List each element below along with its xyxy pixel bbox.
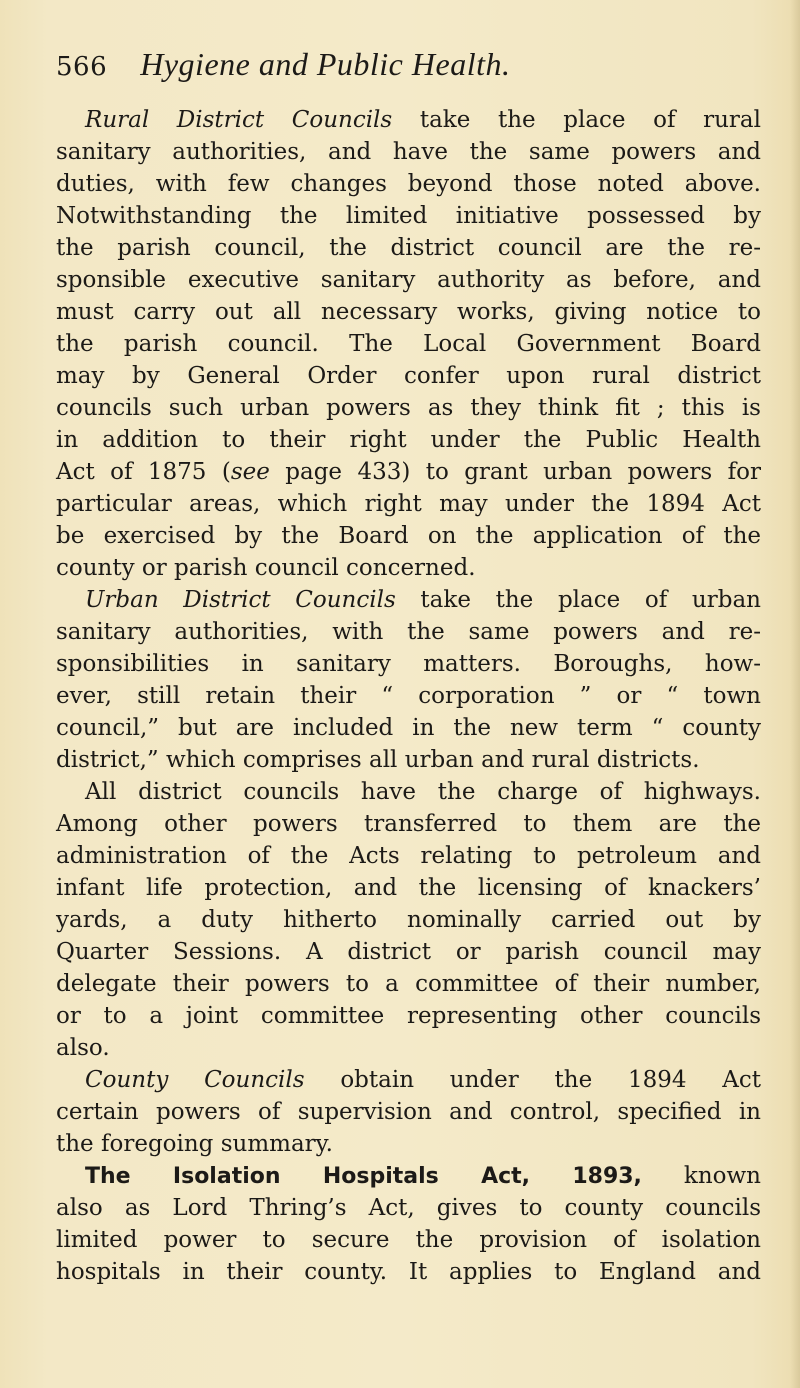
text-line bbox=[56, 1256, 761, 1288]
text-line bbox=[56, 1224, 761, 1256]
text-run: hospitals in their county. It applies to England and bbox=[56, 1259, 761, 1285]
text-run: sponsible executive sanitary authority as before, and bbox=[56, 267, 761, 293]
text-run: county or parish council concerned. bbox=[56, 555, 476, 581]
italic-run: see bbox=[230, 459, 270, 485]
text-line bbox=[56, 360, 761, 392]
text-run: in addition to their right under the Public Health bbox=[56, 427, 761, 453]
text-run: take the place of rural bbox=[392, 107, 761, 133]
running-title: Hygiene and Public Health. bbox=[140, 46, 511, 82]
text-run: delegate their powers to a committee of their number, bbox=[56, 971, 761, 997]
text-run: Among other powers transferred to them are the bbox=[56, 811, 761, 837]
text-line bbox=[56, 968, 761, 1000]
text-line bbox=[56, 1032, 761, 1064]
text-run: duties, with few changes beyond those noted above. bbox=[56, 171, 761, 197]
text-run: or to a joint committee representing other councils bbox=[56, 1003, 761, 1029]
text-line bbox=[56, 552, 761, 584]
text-line bbox=[56, 424, 761, 456]
text-line bbox=[56, 488, 761, 520]
text-run: Notwithstanding the limited initiative possessed by bbox=[56, 203, 761, 229]
text-run: the parish council, the district council are the re- bbox=[56, 235, 761, 261]
text-run: All district councils have the charge of highways. bbox=[85, 779, 761, 805]
text-run: Quarter Sessions. A district or parish council may bbox=[56, 939, 761, 965]
text-line bbox=[56, 200, 761, 232]
text-run: the parish council. The Local Government Board bbox=[56, 331, 761, 357]
text-line bbox=[56, 904, 761, 936]
text-line bbox=[56, 520, 761, 552]
page-edge-shadow bbox=[790, 0, 800, 1388]
text-run: known bbox=[641, 1163, 761, 1189]
text-run: councils such urban powers as they think fit ; this is bbox=[56, 395, 761, 421]
text-run: administration of the Acts relating to petroleum and bbox=[56, 843, 761, 869]
text-run: the foregoing summary. bbox=[56, 1131, 333, 1157]
text-run: must carry out all necessary works, giving notice to bbox=[56, 299, 761, 325]
text-run: certain powers of supervision and control, specified in bbox=[56, 1099, 761, 1125]
text-run: page 433) to grant urban powers for bbox=[269, 459, 761, 485]
text-run: sponsibilities in sanitary matters. Boroughs, how- bbox=[56, 651, 761, 677]
text-line bbox=[56, 584, 761, 616]
text-line bbox=[56, 264, 761, 296]
text-run: sanitary authorities, and have the same powers and bbox=[56, 139, 761, 165]
text-run: also. bbox=[56, 1035, 110, 1061]
italic-run: County Councils bbox=[85, 1067, 305, 1093]
text-line bbox=[56, 1160, 761, 1192]
text-run: yards, a duty hitherto nominally carried out by bbox=[56, 907, 761, 933]
running-head bbox=[56, 46, 756, 96]
text-line bbox=[56, 872, 761, 904]
body-text bbox=[56, 104, 761, 1288]
text-line bbox=[56, 136, 761, 168]
text-line bbox=[56, 776, 761, 808]
italic-run: Urban District Councils bbox=[85, 587, 396, 613]
page-number: 566 bbox=[56, 52, 108, 82]
text-line bbox=[56, 232, 761, 264]
text-line bbox=[56, 936, 761, 968]
text-line bbox=[56, 168, 761, 200]
text-run: limited power to secure the provision of isolation bbox=[56, 1227, 761, 1253]
text-line bbox=[56, 1096, 761, 1128]
text-run: council,” but are included in the new term “ county bbox=[56, 715, 761, 741]
text-line bbox=[56, 456, 761, 488]
text-run: particular areas, which right may under the 1894 Act bbox=[56, 491, 761, 517]
text-run: district,” which comprises all urban and rural districts. bbox=[56, 747, 700, 773]
text-line bbox=[56, 840, 761, 872]
italic-run: Rural District Councils bbox=[85, 107, 393, 133]
text-run: take the place of urban bbox=[395, 587, 761, 613]
text-run: obtain under the 1894 Act bbox=[304, 1067, 762, 1093]
text-line bbox=[56, 616, 761, 648]
text-run: sanitary authorities, with the same powers and re- bbox=[56, 619, 761, 645]
text-run: Act of 1875 ( bbox=[56, 459, 231, 485]
text-line bbox=[56, 648, 761, 680]
text-line bbox=[56, 104, 761, 136]
text-line bbox=[56, 1128, 761, 1160]
text-line bbox=[56, 1064, 761, 1096]
bold-run: The Isolation Hospitals Act, 1893, bbox=[85, 1164, 642, 1189]
text-run: may by General Order confer upon rural district bbox=[56, 363, 761, 389]
text-run: be exercised by the Board on the application of the bbox=[56, 523, 761, 549]
text-run: ever, still retain their “ corporation ” or “ town bbox=[56, 683, 761, 709]
text-line bbox=[56, 296, 761, 328]
text-line bbox=[56, 808, 761, 840]
text-line bbox=[56, 328, 761, 360]
text-line bbox=[56, 1000, 761, 1032]
text-line bbox=[56, 1192, 761, 1224]
text-line bbox=[56, 712, 761, 744]
text-line bbox=[56, 680, 761, 712]
text-run: infant life protection, and the licensing of knackers’ bbox=[56, 875, 761, 901]
text-line bbox=[56, 392, 761, 424]
text-run: also as Lord Thring’s Act, gives to county councils bbox=[56, 1195, 761, 1221]
text-line bbox=[56, 744, 761, 776]
